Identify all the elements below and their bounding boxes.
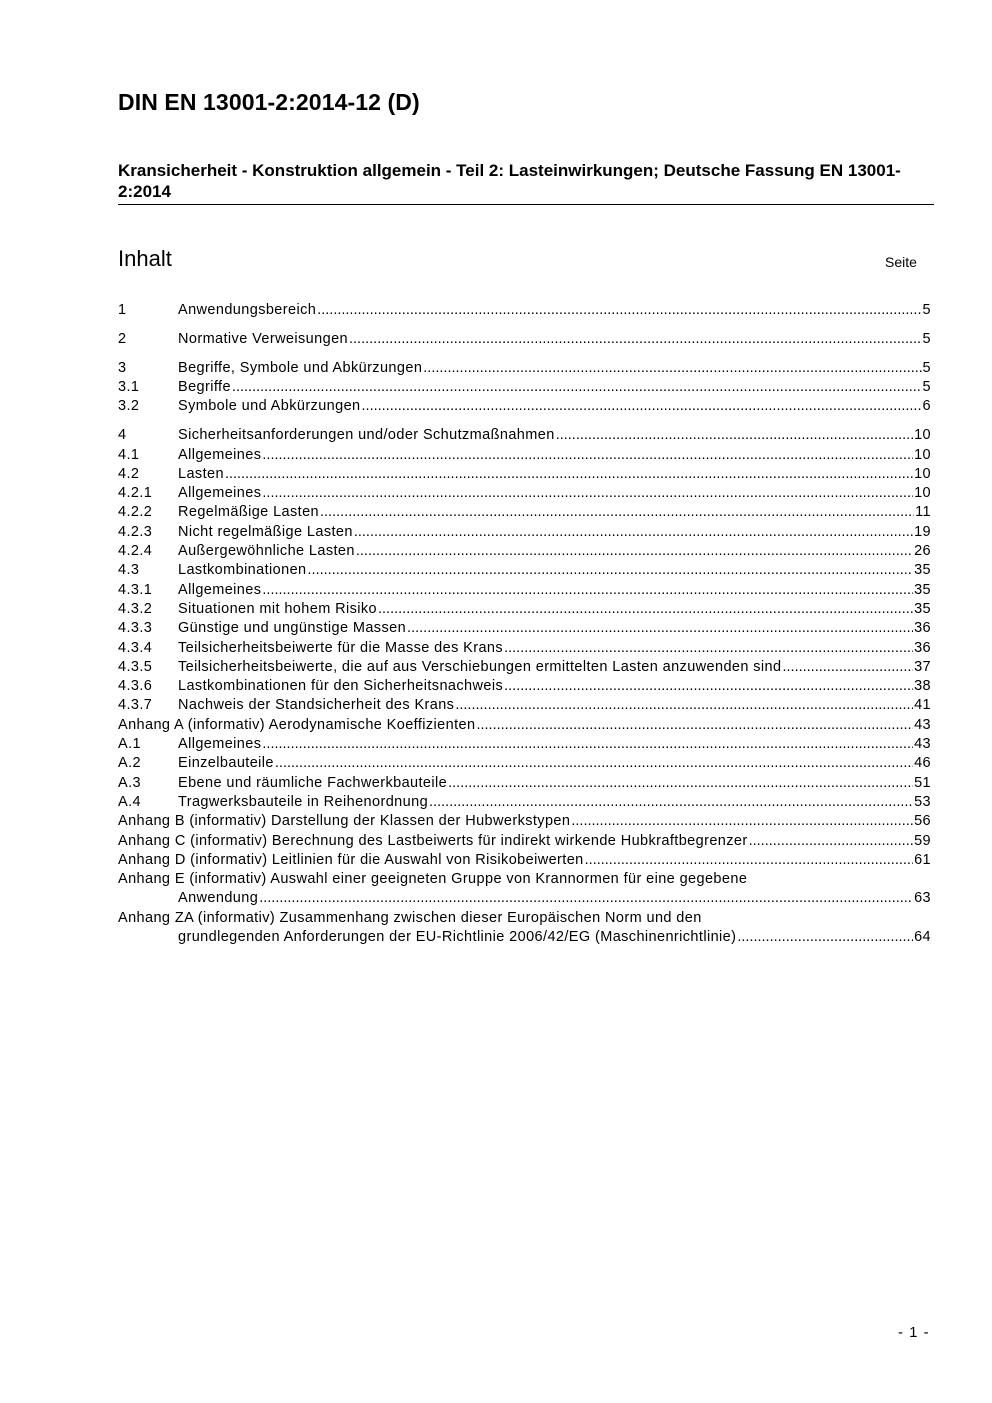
toc-entry-number: 4.3.2 [118, 600, 153, 617]
toc-entry[interactable] [118, 426, 931, 445]
toc-entry-page: 5 [922, 302, 931, 318]
toc-entry-title: Anhang B (informativ) Darstellung der Klassen der Hubwerkstypen [118, 813, 571, 830]
toc-entry-title: Günstige und ungünstige Massen [178, 620, 407, 637]
toc-entry-title: Anhang ZA (informativ) Zusammenhang zwischen dieser Europäischen Norm und den [118, 909, 702, 926]
toc-entry-page: 10 [914, 485, 931, 502]
dot-leader [362, 397, 922, 416]
toc-entry-number: 4 [118, 427, 127, 444]
toc-entry[interactable] [118, 465, 931, 484]
toc-entry-number: 4.3.6 [118, 678, 153, 695]
dot-leader [308, 561, 914, 580]
toc-entry-page: 10 [914, 446, 931, 463]
toc-entry-title: Allgemeines [178, 581, 262, 598]
toc-entry-title: Begriffe [178, 379, 231, 396]
toc-entry-title: Begriffe, Symbole und Abkürzungen [178, 359, 423, 376]
toc-entry-title: Ebene und räumliche Fachwerkbauteile [178, 774, 448, 791]
dot-leader [262, 484, 913, 503]
toc-entry-title: Tragwerksbauteile in Reihenordnung [178, 793, 429, 810]
toc-entry-page: 56 [914, 813, 931, 830]
dot-leader [571, 812, 913, 831]
toc-entry[interactable] [118, 774, 931, 793]
toc-entry-page: 41 [914, 697, 931, 714]
dot-leader [349, 330, 922, 349]
toc-entry-title: Außergewöhnliche Lasten [178, 543, 355, 560]
toc-entry[interactable] [118, 484, 931, 503]
dot-leader [749, 832, 913, 851]
toc-entry-number: A.2 [118, 755, 141, 772]
toc-entry-page: 26 [914, 543, 931, 560]
dot-leader [585, 851, 913, 870]
dot-leader [504, 639, 913, 658]
toc-entry-title: Lastkombinationen für den Sicherheitsnachweis [178, 678, 504, 695]
toc-entry-number: 4.2.4 [118, 543, 153, 560]
toc-entry-number: 4.2.2 [118, 504, 153, 521]
dot-leader [476, 716, 913, 735]
toc-entry-page: 5 [922, 379, 931, 396]
dot-leader [356, 542, 913, 561]
toc-entry-page: 36 [914, 620, 931, 637]
toc-entry-title: Anhang C (informativ) Berechnung des Lastbeiwerts für indirekt wirkende Hubkraftbegrenzer [118, 832, 748, 849]
toc-entry[interactable] [118, 523, 931, 542]
toc-entry-title: Sicherheitsanforderungen und/oder Schutzmaßnahmen [178, 427, 555, 444]
toc-entry-page: 5 [922, 330, 931, 347]
toc-entry-page: 61 [914, 851, 931, 868]
toc-entry[interactable] [118, 581, 931, 600]
toc-entry-title: Nicht regelmäßige Lasten [178, 523, 353, 540]
toc-entry-title: Anwendungsbereich [178, 302, 317, 318]
toc-entry[interactable] [118, 696, 931, 715]
toc-entry-title: Anhang D (informativ) Leitlinien für die Auswahl von Risikobeiwerten [118, 851, 584, 868]
toc-entry[interactable] [118, 754, 931, 773]
toc-entry-title: Einzelbauteile [178, 755, 274, 772]
toc-entry-title: Allgemeines [178, 485, 262, 502]
toc-entry-title: Nachweis der Standsicherheit des Krans [178, 697, 455, 714]
toc-entry-number: A.4 [118, 793, 141, 810]
toc-entry-title: Anhang E (informativ) Auswahl einer geeigneten Gruppe von Krannormen für eine gegebene [118, 871, 748, 888]
toc-entry[interactable] [118, 658, 931, 677]
toc-entry-page: 35 [914, 562, 931, 579]
dot-leader [448, 774, 913, 793]
dot-leader [232, 378, 922, 397]
toc-entry-page: 5 [922, 359, 931, 376]
toc-entry-page: 11 [915, 504, 931, 521]
toc-entry-title: Allgemeines [178, 446, 262, 463]
toc-entry-number: 4.3.3 [118, 620, 153, 637]
toc-entry-annex-continuation[interactable] [118, 889, 931, 908]
toc-entry-number: 4.2 [118, 465, 140, 482]
toc-entry-title: Anhang A (informativ) Aerodynamische Koeffizienten [118, 716, 476, 733]
dot-leader [407, 619, 913, 638]
dot-leader [275, 754, 913, 773]
toc-entry-number: 4.3.4 [118, 639, 153, 656]
toc-entry-page: 59 [914, 832, 931, 849]
dot-leader [455, 696, 913, 715]
toc-entry-page: 63 [914, 890, 931, 907]
dot-leader [504, 677, 913, 696]
toc-entry[interactable] [118, 397, 931, 416]
toc-entry-title: Allgemeines [178, 736, 262, 753]
toc-entry[interactable] [118, 359, 931, 378]
toc-entry-page: 43 [914, 736, 931, 753]
toc-entry-title-continuation: Anwendung [178, 890, 259, 907]
toc-entry-number: 2 [118, 330, 127, 347]
toc-entry[interactable] [118, 542, 931, 561]
toc-entry-number: A.1 [118, 736, 141, 753]
toc-entry-page: 43 [914, 716, 931, 733]
dot-leader [378, 600, 913, 619]
dot-leader [262, 581, 913, 600]
dot-leader [556, 426, 913, 445]
toc-entry[interactable] [118, 330, 931, 349]
toc-entry[interactable] [118, 677, 931, 696]
toc-entry[interactable] [118, 446, 931, 465]
toc-entry-title: Symbole und Abkürzungen [178, 398, 361, 415]
toc-entry-title: Lasten [178, 465, 224, 482]
toc-entry-page: 37 [914, 658, 931, 675]
dot-leader [262, 446, 913, 465]
toc-entry-page: 35 [914, 600, 931, 617]
toc-entry-page: 38 [914, 678, 931, 695]
toc-entry-annex-continuation[interactable] [118, 928, 931, 947]
toc-entry[interactable] [118, 735, 931, 754]
toc-entry-page: 46 [914, 755, 931, 772]
toc-entry-annex[interactable] [118, 716, 931, 735]
table-of-contents [118, 301, 931, 947]
toc-entry[interactable] [118, 619, 931, 638]
page-column-label: Seite [885, 254, 917, 270]
toc-entry-number: 4.2.3 [118, 523, 153, 540]
toc-entry-page: 53 [914, 793, 931, 810]
toc-entry[interactable] [118, 503, 931, 522]
toc-entry-annex[interactable] [118, 832, 931, 851]
toc-entry-number: 3 [118, 359, 127, 376]
toc-entry-page: 51 [914, 774, 931, 791]
toc-entry-annex[interactable] [118, 812, 931, 831]
toc-entry-page: 19 [914, 523, 931, 540]
toc-entry-page: 64 [914, 928, 931, 945]
dot-leader [262, 735, 913, 754]
toc-entry-page: 10 [914, 427, 931, 444]
toc-entry-title: Regelmäßige Lasten [178, 504, 319, 521]
toc-heading: Inhalt [118, 246, 172, 271]
toc-entry-number: 3.2 [118, 398, 140, 415]
toc-entry-number: 4.3.7 [118, 697, 153, 714]
toc-entry-title: Situationen mit hohem Risiko [178, 600, 377, 617]
toc-entry[interactable] [118, 301, 931, 320]
dot-leader [423, 359, 921, 378]
toc-entry[interactable] [118, 639, 931, 658]
toc-entry-number: A.3 [118, 774, 141, 791]
toc-entry-title-continuation: grundlegenden Anforderungen der EU-Richtlinie 2006/42/EG (Maschinenrichtlinie) [178, 928, 737, 945]
document-subtitle: Kransicherheit - Konstruktion allgemein - Teil 2: Lasteinwirkungen; Deutsche Fassung EN 13001-2:2014 [118, 160, 934, 205]
toc-entry-page: 6 [922, 398, 931, 415]
toc-entry-number: 1 [118, 302, 127, 318]
dot-leader [317, 301, 921, 320]
dot-leader [320, 503, 914, 522]
toc-entry[interactable] [118, 600, 931, 619]
toc-entry-number: 3.1 [118, 379, 140, 396]
toc-entry-page: 35 [914, 581, 931, 598]
toc-entry-title: Normative Verweisungen [178, 330, 348, 347]
dot-leader [354, 523, 913, 542]
dot-leader [225, 465, 913, 484]
page-number: - 1 - [898, 1324, 930, 1341]
toc-entry-number: 4.3.5 [118, 658, 153, 675]
toc-entry-annex[interactable] [118, 870, 931, 889]
dot-leader [737, 928, 913, 947]
toc-entry-annex[interactable] [118, 851, 931, 870]
toc-entry[interactable] [118, 561, 931, 580]
toc-entry-title: Teilsicherheitsbeiwerte für die Masse des Krans [178, 639, 504, 656]
toc-entry[interactable] [118, 378, 931, 397]
toc-entry-annex[interactable] [118, 909, 931, 928]
toc-entry-title: Lastkombinationen [178, 562, 307, 579]
toc-entry[interactable] [118, 793, 931, 812]
dot-leader [782, 658, 913, 677]
toc-entry-number: 4.3 [118, 562, 140, 579]
toc-entry-number: 4.1 [118, 446, 140, 463]
toc-entry-page: 10 [914, 465, 931, 482]
toc-entry-number: 4.2.1 [118, 485, 153, 502]
dot-leader [259, 889, 913, 908]
toc-entry-number: 4.3.1 [118, 581, 153, 598]
toc-entry-title: Teilsicherheitsbeiwerte, die auf aus Verschiebungen ermittelten Lasten anzuwenden sind [178, 658, 782, 675]
dot-leader [429, 793, 913, 812]
toc-entry-page: 36 [914, 639, 931, 656]
document-title: DIN EN 13001-2:2014-12 (D) [118, 89, 420, 115]
